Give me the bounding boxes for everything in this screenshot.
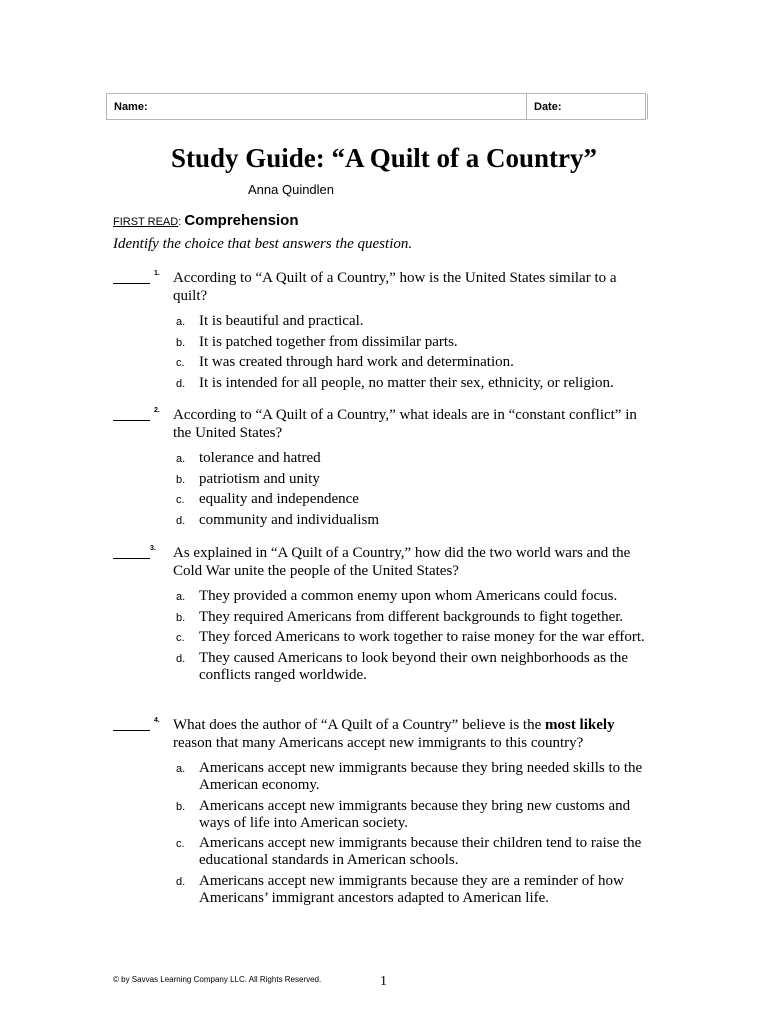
question-4 [113, 716, 653, 910]
choice-letter: d. [176, 875, 186, 888]
choice-item[interactable] [113, 313, 653, 330]
choice-list [113, 760, 653, 907]
choice-letter: c. [176, 494, 185, 506]
choice-text: patriotism and unity [199, 470, 320, 487]
choice-list [113, 450, 653, 529]
question-number: 2. [154, 407, 160, 414]
question-number: 3. [150, 545, 156, 552]
choice-letter: b. [176, 611, 186, 624]
question-text: According to “A Quilt of a Country,” what ideals are in “constant conflict” in the United States? [173, 407, 637, 441]
name-field[interactable] [107, 94, 527, 119]
choice-list [113, 313, 653, 392]
choice-text: Americans accept new immigrants because they bring needed skills to the American economy. [199, 760, 643, 793]
choice-item[interactable] [113, 873, 653, 907]
choice-item[interactable] [113, 450, 653, 467]
choice-item[interactable] [113, 609, 653, 626]
choice-item[interactable] [113, 835, 653, 869]
choice-letter: b. [176, 800, 186, 813]
section-colon: : [178, 216, 185, 228]
choice-item[interactable] [113, 588, 653, 605]
author-name: Anna Quindlen [248, 182, 335, 197]
choice-text: They caused Americans to look beyond their own neighborhoods as the conflicts ranged worldwide. [199, 649, 629, 683]
name-date-header [106, 93, 646, 120]
choice-letter: a. [176, 316, 186, 328]
copyright-notice: © by Savvas Learning Company LLC. All Rights Reserved. [113, 975, 322, 984]
question-3 [113, 544, 653, 687]
choice-item[interactable] [113, 629, 653, 646]
choice-item[interactable] [113, 471, 653, 488]
choice-item[interactable] [113, 650, 653, 684]
choice-text: Americans accept new immigrants because they are a reminder of how Americans’ immigrant ancestors adapted to American life. [199, 872, 624, 906]
choice-letter: d. [176, 514, 186, 527]
question-text: As explained in “A Quilt of a Country,” how did the two world wars and the Cold War unite the people of the United States? [173, 545, 631, 579]
page-title: Study Guide: “A Quilt of a Country” [170, 143, 598, 173]
question-text: What does the author of “A Quilt of a Country” believe is the most likely reason that many Americans accept new immigrants to this country? [173, 717, 615, 751]
answer-blank[interactable] [113, 420, 150, 421]
choice-item[interactable] [113, 334, 653, 351]
choice-letter: c. [176, 632, 185, 644]
choice-list [113, 588, 653, 684]
name-label: Name: [114, 101, 148, 113]
choice-item[interactable] [113, 354, 653, 371]
choice-letter: d. [176, 652, 186, 665]
section-heading [113, 212, 299, 230]
choice-text: Americans accept new immigrants because their children tend to raise the educational standards in American schools. [199, 835, 642, 868]
choice-letter: a. [176, 453, 186, 465]
choice-letter: d. [176, 377, 186, 390]
choice-text: equality and independence [199, 491, 359, 507]
choice-text: Americans accept new immigrants because they bring new customs and ways of life into American society. [199, 797, 631, 831]
choice-text: It was created through hard work and determination. [199, 354, 514, 370]
choice-letter: c. [176, 357, 185, 369]
question-number: 4. [154, 717, 160, 724]
question-2 [113, 406, 653, 532]
choice-item[interactable] [113, 512, 653, 529]
section-label: FIRST READ [113, 216, 179, 228]
choice-text: It is patched together from dissimilar parts. [199, 333, 458, 350]
question-1 [113, 269, 653, 395]
date-field[interactable] [527, 94, 645, 119]
choice-text: It is beautiful and practical. [199, 313, 364, 329]
choice-text: They provided a common enemy upon whom Americans could focus. [199, 588, 618, 604]
section-title: Comprehension [184, 212, 299, 229]
choice-text: community and individualism [199, 511, 379, 528]
choice-text: They forced Americans to work together to raise money for the war effort. [199, 629, 645, 645]
choice-letter: c. [176, 838, 185, 850]
choice-text: It is intended for all people, no matter their sex, ethnicity, or religion. [199, 374, 614, 391]
date-label: Date: [534, 101, 562, 113]
choice-text: tolerance and hatred [199, 450, 321, 466]
answer-blank[interactable] [113, 730, 150, 731]
choice-text: They required Americans from different backgrounds to fight together. [199, 608, 624, 625]
choice-item[interactable] [113, 491, 653, 508]
choice-item[interactable] [113, 375, 653, 392]
choice-letter: b. [176, 473, 186, 486]
answer-blank[interactable] [113, 283, 150, 284]
question-text: According to “A Quilt of a Country,” how is the United States similar to a quilt? [173, 270, 617, 304]
page-number: 1 [380, 974, 387, 989]
choice-item[interactable] [113, 760, 653, 794]
answer-blank[interactable] [113, 558, 150, 559]
question-number: 1. [154, 270, 160, 277]
choice-letter: a. [176, 763, 186, 775]
instructions: Identify the choice that best answers the question. [113, 236, 413, 252]
choice-letter: b. [176, 336, 186, 349]
choice-letter: a. [176, 591, 186, 603]
choice-item[interactable] [113, 798, 653, 832]
